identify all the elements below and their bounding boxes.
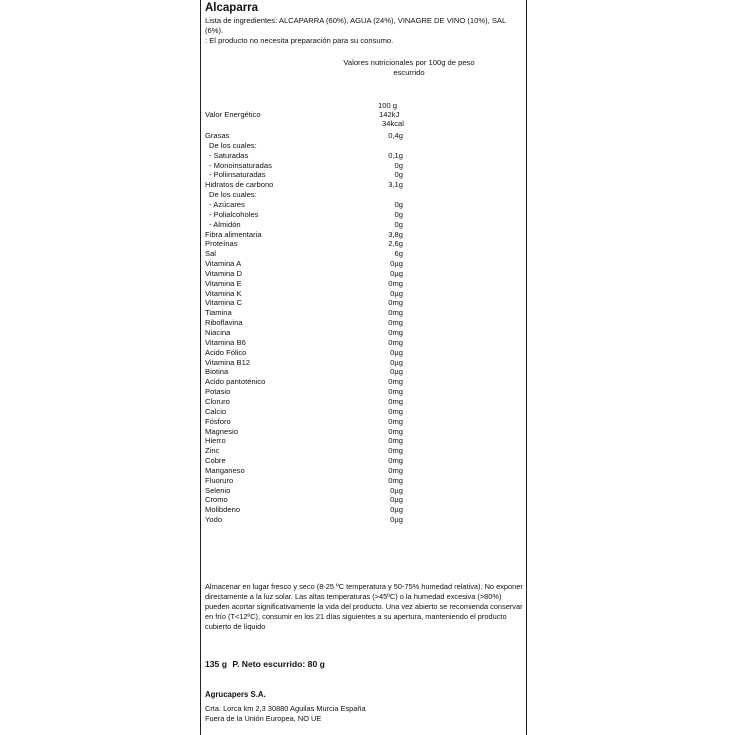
nutrition-row bbox=[205, 308, 525, 318]
nutrient-value: 0µg bbox=[390, 357, 403, 367]
nutrient-label: Biotina bbox=[205, 367, 229, 377]
nutrient-value: 0mg bbox=[388, 446, 403, 456]
nutrient-value: 0µg bbox=[390, 515, 403, 525]
product-title: Alcaparra bbox=[205, 2, 259, 14]
nutrition-row bbox=[205, 131, 525, 141]
nutrition-row bbox=[205, 387, 525, 397]
nutrient-value: 0g bbox=[394, 219, 403, 229]
nutrient-label: Vitamina B12 bbox=[205, 357, 251, 367]
nutrient-label: Cloruro bbox=[205, 396, 230, 406]
nutrition-row bbox=[205, 358, 525, 368]
nutrient-label: Magnesio bbox=[205, 426, 238, 436]
nutrition-row bbox=[205, 515, 525, 525]
nutrient-value: 0g bbox=[394, 199, 403, 209]
nutrient-label: Acido Fólico bbox=[205, 347, 247, 357]
nutrient-value: 0mg bbox=[388, 436, 403, 446]
origin-note: Fuera de la Unión Europea, NO UE bbox=[205, 714, 322, 723]
gross-weight: 135 g bbox=[205, 659, 227, 669]
ingredients-list: Lista de ingredientes: ALCAPARRA (60%), AGUA (24%), VINAGRE DE VINO (10%), SAL (6%). bbox=[205, 16, 506, 35]
nutrient-label: Molibdeno bbox=[205, 505, 241, 515]
nutrient-value: 0mg bbox=[388, 308, 403, 318]
nutrient-label: Zinc bbox=[205, 446, 220, 456]
energy-label: Valor Energético bbox=[205, 110, 261, 119]
nutrition-row bbox=[205, 190, 525, 200]
nutrition-row bbox=[205, 200, 525, 210]
nutrition-row bbox=[205, 269, 525, 279]
nutrition-row bbox=[205, 466, 525, 476]
nutrition-row bbox=[205, 328, 525, 338]
nutrient-label: Acido pantoténico bbox=[205, 377, 266, 387]
nutrient-label: Manganeso bbox=[205, 465, 245, 475]
nutrient-value: 6g bbox=[394, 249, 403, 259]
nutrition-row bbox=[205, 495, 525, 505]
nutrition-row bbox=[205, 427, 525, 437]
nutrient-label: Calcio bbox=[205, 406, 227, 416]
nutrient-value: 0mg bbox=[388, 465, 403, 475]
nutrient-value: 0mg bbox=[388, 278, 403, 288]
nutrition-row bbox=[205, 436, 525, 446]
nutrient-label: Vitamina C bbox=[205, 298, 243, 308]
nutrient-value: 0mg bbox=[388, 377, 403, 387]
nutrient-value: 0,1g bbox=[388, 150, 403, 160]
nutrition-row bbox=[205, 377, 525, 387]
nutrient-value: 0µg bbox=[390, 288, 403, 298]
nutrient-label: Proteínas bbox=[205, 239, 238, 249]
nutrient-label: - Polialcoholes bbox=[209, 209, 259, 219]
nutrition-row bbox=[205, 161, 525, 171]
nutrition-row bbox=[205, 289, 525, 299]
nutrient-label: Hierro bbox=[205, 436, 226, 446]
nutrition-row bbox=[205, 397, 525, 407]
nutrient-label: De los cuales: bbox=[209, 190, 257, 200]
nutrient-value: 0µg bbox=[390, 367, 403, 377]
nutrition-row bbox=[205, 259, 525, 269]
nutrient-value: 0mg bbox=[388, 456, 403, 466]
nutrient-label: Fósforo bbox=[205, 416, 231, 426]
nutrition-row bbox=[205, 279, 525, 289]
nutrient-value: 0g bbox=[394, 209, 403, 219]
nutrient-label: - Azúcares bbox=[209, 199, 245, 209]
nutrient-label: - Poliinsaturadas bbox=[209, 170, 266, 180]
net-drained-weight: P. Neto escurrido: 80 g bbox=[232, 659, 325, 669]
nutrient-label: Hidratos de carbono bbox=[205, 180, 274, 190]
energy-kcal-value: 34kcal bbox=[382, 119, 404, 128]
nutrient-label: Yodo bbox=[205, 515, 223, 525]
nutrition-row bbox=[205, 230, 525, 240]
nutrient-value: 0mg bbox=[388, 318, 403, 328]
nutrient-label: Selenio bbox=[205, 485, 231, 495]
nutrition-row bbox=[205, 210, 525, 220]
nutrient-label: Fibra alimentaria bbox=[205, 229, 262, 239]
nutrient-value: 0mg bbox=[388, 298, 403, 308]
nutrition-row bbox=[205, 476, 525, 486]
nutrient-label: Vitamina B6 bbox=[205, 337, 246, 347]
nutrient-value: 0mg bbox=[388, 396, 403, 406]
nutrient-label: Vitamina E bbox=[205, 278, 242, 288]
nutrient-value: 0µg bbox=[390, 268, 403, 278]
nutrition-row bbox=[205, 318, 525, 328]
nutrition-row bbox=[205, 151, 525, 161]
nutrition-row bbox=[205, 407, 525, 417]
nutrition-row bbox=[205, 486, 525, 496]
nutrient-value: 0mg bbox=[388, 328, 403, 337]
nutrient-value: 0mg bbox=[388, 475, 403, 485]
nutrient-label: - Saturadas bbox=[209, 150, 249, 160]
nutrient-label: Fluoruro bbox=[205, 475, 234, 485]
nutrient-label: Vitamina K bbox=[205, 288, 242, 298]
nutrient-value: 0,4g bbox=[388, 131, 403, 140]
nutrient-value: 0mg bbox=[388, 406, 403, 416]
nutrient-value: 0mg bbox=[388, 426, 403, 436]
nutrition-row bbox=[205, 456, 525, 466]
nutrient-label: De los cuales: bbox=[209, 140, 257, 150]
nutrient-value: 3,1g bbox=[388, 180, 403, 190]
nutrient-value: 0mg bbox=[388, 416, 403, 426]
nutrition-row bbox=[205, 417, 525, 427]
company-address-block bbox=[205, 704, 366, 724]
company-address: Crta. Lorca km 2,3 30880 Aguilas Murcia España bbox=[205, 704, 366, 713]
preparation-note: : El producto no necesita preparación para su consumo. bbox=[205, 36, 394, 45]
nutrient-value: 0µg bbox=[390, 505, 403, 515]
nutrient-label: Riboflavina bbox=[205, 318, 243, 328]
nutrient-label: Niacina bbox=[205, 328, 231, 337]
energy-kj-value: 142kJ bbox=[379, 110, 400, 119]
nutrition-row bbox=[205, 446, 525, 456]
nutrient-value: 0µg bbox=[390, 347, 403, 357]
nutrient-value: 0mg bbox=[388, 387, 403, 397]
nutrition-row bbox=[205, 239, 525, 249]
nutrient-label: Vitamina D bbox=[205, 268, 243, 278]
nutrition-row bbox=[205, 249, 525, 259]
nutrition-row bbox=[205, 141, 525, 151]
nutrient-label: Tiamina bbox=[205, 308, 232, 318]
company-name: Agrucapers S.A. bbox=[205, 690, 266, 699]
nutrition-row bbox=[205, 505, 525, 515]
nutrition-row bbox=[205, 220, 525, 230]
nutrient-value: 0mg bbox=[388, 337, 403, 347]
nutrition-per-label: 100 g bbox=[378, 101, 398, 110]
nutrition-header: Valores nutricionales por 100g de peso escurrido bbox=[343, 58, 475, 77]
nutrient-value: 3,8g bbox=[388, 229, 403, 239]
nutrient-value: 0µg bbox=[390, 259, 403, 269]
nutrient-label: Sal bbox=[205, 249, 216, 259]
product-sheet bbox=[200, 0, 527, 735]
nutrition-row bbox=[205, 338, 525, 348]
nutrition-row bbox=[205, 170, 525, 180]
nutrient-label: Cromo bbox=[205, 495, 228, 505]
nutrient-label: Vitamina A bbox=[205, 259, 242, 269]
nutrient-value: 0g bbox=[394, 170, 403, 180]
nutrition-row bbox=[205, 298, 525, 308]
nutrient-label: Grasas bbox=[205, 131, 230, 140]
nutrient-label: Potasio bbox=[205, 387, 231, 397]
nutrition-row bbox=[205, 367, 525, 377]
nutrition-row bbox=[205, 348, 525, 358]
nutrient-value: 0g bbox=[394, 160, 403, 170]
nutrient-label: - Monoinsaturadas bbox=[209, 160, 272, 170]
nutrition-row bbox=[205, 180, 525, 190]
nutrient-label: - Almidón bbox=[209, 219, 241, 229]
storage-instructions: Almacenar en lugar fresco y seco (8-25 ºC temperatura y 50-75% humedad relativa). No exponer directamente a la luz solar. Las altas temperaturas (>45ºC) o la humedad excesiva (>80%) pueden acortar significativamente la vida del producto. Una vez abierto se recomienda conservar en frío (T<12ºC), consumir en los 21 días siguientes a su apertura, manteniendo el producto cubierto de líquido bbox=[205, 582, 523, 631]
nutrient-value: 0µg bbox=[390, 495, 403, 505]
weights-line bbox=[205, 659, 325, 669]
nutrient-label: Cobre bbox=[205, 456, 226, 466]
nutrient-value: 2,6g bbox=[388, 239, 403, 249]
nutrient-value: 0µg bbox=[390, 485, 403, 495]
